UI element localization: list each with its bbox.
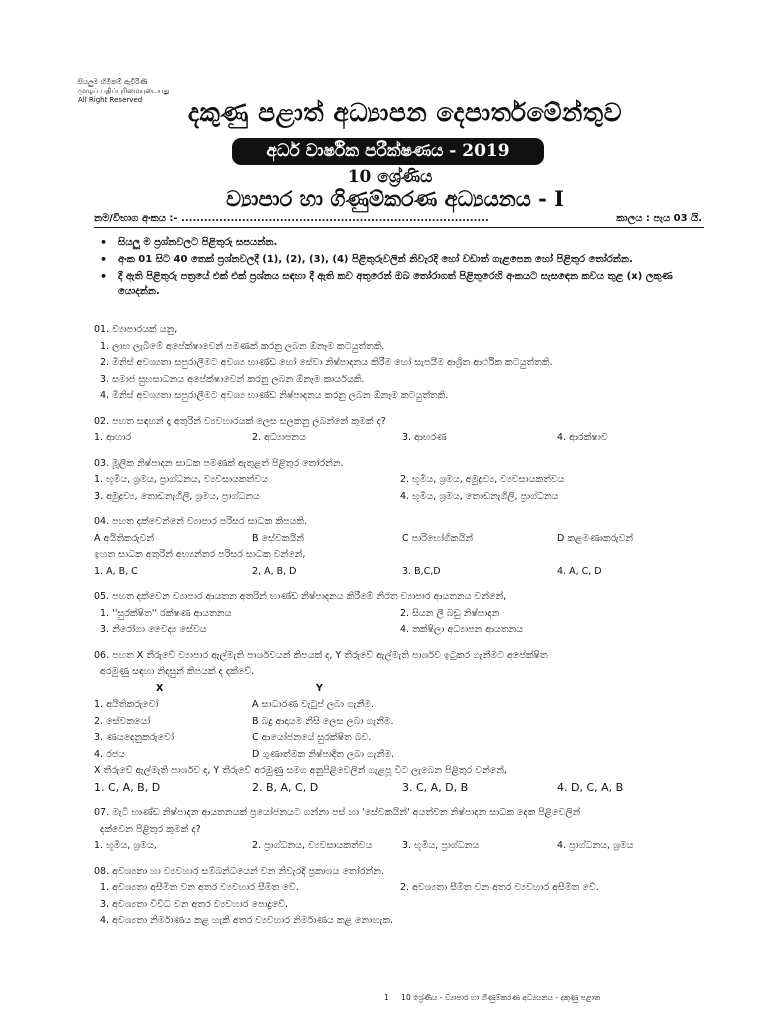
instruction-text: අංක 01 සිට 40 තෙක් ප්‍රශ්නවලදී (1), (2), (3), (4) පිළිතුරුවලින් නිවැරදි හෝ වඩාත් ගැළපෙන හෝ පිළිතුර තෝරන්න. (118, 254, 633, 265)
answer-option: 2. අධ්‍යාපනය (252, 432, 306, 443)
answer-option: 1. ලාභ ලැබීමේ අපේක්ෂාවෙන් පමණක් කරනු ලබන ඕනෑම කටයුත්තකි. (100, 340, 385, 352)
factor-item: A අයිතිකරුවන් (94, 532, 155, 544)
answer-options-row (94, 489, 706, 506)
matching-row (94, 730, 706, 747)
answer-option: 2. මිනිස් අවශ්‍යතා සපුරාලීමට අවශ්‍ය භාණ්ඩ හෝ සේවා නිෂ්පාදනය කිරීම හෝ සැපයීම ආශ්‍රිත ආර්ථික කටයුත්තකි. (100, 357, 553, 368)
answer-option: 4. තක්ෂිලා අධ්‍යාපන ආයතනය (400, 624, 524, 635)
answer-options-row (94, 780, 706, 797)
column-x-header: X (156, 682, 164, 694)
answer-option: 1. ''සුරක්ෂිත'' රක්ෂණ ආයතනය (100, 607, 232, 619)
answer-option: 1. ආහාර (94, 432, 132, 443)
answer-option: 3. භූමිය, ප්‍රාග්ධනය (402, 840, 480, 851)
question-stem: 02. පහත සඳහන් දෑ අතුරින් ව්‍යවහාරයක් ලෙස සලකනු ලබන්නේ කුමක් ද? (94, 415, 386, 427)
answer-option: 1. C, A, B, D (94, 780, 161, 794)
answer-option: 1. අවශ්‍යතා අසීමිත වන අතර ව්‍යවහාර සීමිත වේ. (100, 882, 299, 893)
name-index-field: නම/විභාග අංකය :- ................................................................................. (94, 213, 489, 224)
instruction-item (94, 252, 706, 267)
answer-options-row (94, 880, 706, 897)
question-2 (94, 414, 706, 447)
grade-label: 10 ශ්‍රේණිය (347, 167, 433, 187)
answer-options-row (94, 472, 706, 489)
question-5 (94, 589, 706, 639)
factor-item: C පාරිභෝගිකයින් (402, 532, 474, 544)
question-3 (94, 456, 706, 506)
answer-option: 4. ප්‍රාග්ධනය, ශ්‍රමය (557, 840, 634, 851)
bullet-icon: • (100, 236, 108, 249)
bullet-icon: • (100, 253, 108, 266)
factor-item: B සේවකයින් (252, 532, 304, 544)
copyright-english: All Right Reserved (78, 96, 143, 104)
question-stem: 06. පහත X තීරුවේ ව්‍යාපාර ඇල්මැති පාර්ශවයන් කිපයක් ද, Y තීරුවේ ඇල්මැති පාර්ශව ඉටුකර ගැනීමට අපේක්ෂිත (94, 649, 548, 661)
question-1 (94, 322, 706, 405)
question-list (94, 322, 706, 939)
answer-option: 3. ආභරණ (402, 432, 447, 443)
column-x-item: 3. ණයදෙනුකරුවෝ (94, 732, 175, 743)
question-stem: 03. මූලික නිෂ්පාදන සාධක පමණක් ඇතුළත් පිළිතුර තෝරන්න. (94, 457, 344, 469)
department-title: දකුණු පළාත් අධ්‍යාපන දෙපාර්තමේන්තුව (187, 98, 623, 127)
column-y-item: B බදු ආදායම නිසි ලෙස ලබා ගැනීම. (252, 715, 394, 727)
bullet-icon: • (100, 270, 108, 283)
answer-options-row (94, 606, 706, 623)
answer-option: 2. භූමිය, ශ්‍රමය, අමුද්‍රව්‍ය, ව්‍යවසායකත්වය (400, 474, 565, 485)
question-8 (94, 864, 706, 930)
answer-option: 4. A, C, D (557, 565, 602, 577)
copyright-notice (78, 78, 198, 105)
instructions-list (94, 235, 706, 301)
time-allowed: කාලය : පැය 03 යි. (616, 213, 702, 224)
answer-option: 4. අවශ්‍යතා නිර්මාණය කළ හැකි අතර ව්‍යවහාර නිර්මාණය කළ නොහැක. (100, 915, 394, 926)
answer-option: 1. A, B, C (94, 565, 138, 577)
answer-option: 1. භූමිය, ශ්‍රමය, (94, 840, 157, 851)
column-x-item: 1. අයිතිකරුවෝ (94, 699, 159, 710)
copyright-tamil: முழுப் பதிப்புரிமையுடையது (78, 87, 170, 95)
page-footer (384, 993, 704, 1003)
matching-row (94, 697, 706, 714)
question-stem: 04. පහත දක්වෙන්නේ ව්‍යාපාර පරිසර සාධක කිපයකි. (94, 516, 308, 527)
question-4 (94, 514, 706, 580)
column-x-item: 4. රජය (94, 748, 126, 760)
matching-column-headers (94, 681, 706, 698)
answer-option: 3. අවශ්‍යතා විවිධ වන අතර ව්‍යවහාර පොදුවේ. (100, 898, 289, 910)
page-number: 1 (384, 993, 389, 1002)
question-stem: 07. මැටි භාණ්ඩ නිෂ්පාදන ආයතනයක් ප්‍රයෝජනයට ගන්නා පස් හා 'සේවකයින්' අයත්වන නිෂ්පාදන සාධක දෙක පිළිවෙලින් (94, 807, 581, 818)
answer-option: 2. ප්‍රාග්ධනය, ව්‍යවසායකත්වය (252, 840, 373, 851)
subject-title: ව්‍යාපාර හා ගිණුම්කරණ අධ්‍යයනය - I (226, 186, 564, 211)
copyright-sinhala: සියලුම හිමිකම් ඇවිරිණි (78, 78, 148, 86)
question-stem: 08. අවශ්‍යතා හා ව්‍යවහාර සම්බන්ධයෙන් වන නිවැරදි ප්‍රකාශය තෝරන්න. (94, 865, 384, 877)
instruction-text: සියලු ම ප්‍රශ්නවලට පිළිතුරු සපයන්න. (118, 237, 278, 248)
answer-option: 3. නිරෝගා වෛද්‍ය සේවය (100, 624, 207, 635)
answer-options-row (94, 622, 706, 639)
answer-option: 2, A, B, D (252, 565, 297, 577)
question-stem: 05. පහත දක්වෙන ව්‍යාපාර ආයතන අතරින් භාණ්ඩ නිෂ්පාදනය කිරීමේ නිරත ව්‍යාපාර ආයතනය වන්නේ, (94, 591, 507, 602)
question-stem-continued: දක්වෙන පිළිතුර කුමක් ද? (100, 823, 201, 835)
question-sub-stem: X තීරුවේ ඇල්මැති පාර්ශව ද, Y තීරුවේ අරමුණු සමග අනුපිළිවෙලින් ගැළපූ විට ලැබෙන පිළිතුර වන්නේ, (94, 765, 507, 776)
column-y-item: A සාධාරණ වැටුප් ලබා ගැනීම. (252, 699, 375, 710)
answer-option: 3. B,C,D (402, 565, 441, 577)
question-6 (94, 648, 706, 797)
footer-text: 10 ශ්‍රේණිය - ව්‍යාපාර හා ගිණුම්කරණ අධ්‍යයනය - දකුණු පළාත (401, 993, 601, 1002)
question-stem-continued: අරමුණු සඳහා නිදසුන් කිපයක් ද දක්වේ. (100, 666, 255, 677)
matching-row (94, 747, 706, 764)
answer-option: 1. භූමිය, ශ්‍රමය, ප්‍රාග්ධනය, ව්‍යවසායකත්වය (94, 474, 268, 485)
answer-option: 4. මිනිස් අවශ්‍යතා සපුරාලීමට අවශ්‍ය භාණ්ඩ නිෂ්පාදනය කරනු ලබන ඕනෑම කටයුත්තකි. (100, 390, 449, 401)
instruction-item (94, 235, 706, 250)
matching-row (94, 714, 706, 731)
answer-option: 2. අවශ්‍යතා සීමිත වන අතර ව්‍යවහාර අසීමිත වේ. (400, 882, 599, 893)
factor-item: D කළමණාකරුවන් (557, 532, 634, 544)
answer-options-row (94, 564, 706, 581)
instruction-item (94, 269, 706, 299)
header-divider (94, 227, 704, 228)
question-sub-stem: ඉහත සාධක අතුරින් අභ්‍යන්තර පරිසර සාධක වන්නේ, (94, 549, 306, 560)
answer-option: 3. C, A, D, B (402, 780, 469, 794)
answer-options-row (94, 838, 706, 855)
question-stem: 01. ව්‍යාපාරයක් යනු, (94, 324, 178, 335)
answer-option: 3. අමුද්‍රව්‍ය, තොඩනැගිලි, ශ්‍රමය, ප්‍රාග්ධනය (94, 490, 260, 502)
instruction-text: දී ඇති පිළිතුරු පත්‍රයේ එක් එක් ප්‍රශ්නය සඳහා දී ඇති කව අතුරෙන් ඔබ තෝරාගත් පිළිතුරෙහි අංකයට සැසඳෙන කවය තුළ (x) ලකුණ යොදන්න. (118, 271, 673, 297)
column-y-item: D ගුණාත්මක නිෂ්පාදිත ලබා ගැනීම. (252, 748, 395, 760)
factor-row (94, 531, 706, 548)
column-y-header: Y (316, 682, 323, 694)
question-7 (94, 805, 706, 855)
answer-option: 4. D, C, A, B (557, 780, 624, 794)
answer-option: 2. සියන ලී බඩු නිෂ්පාදන (400, 607, 500, 619)
answer-option: 2. B, A, C, D (252, 780, 319, 794)
exam-title-banner: අර්ධ වාර්ෂික පරීක්ෂණය - 2019 (232, 138, 544, 165)
answer-options-row (94, 430, 706, 447)
answer-option: 4. භූමිය, ශ්‍රමය, තොඩනැගිලි, ප්‍රාග්ධනය (400, 490, 559, 502)
column-y-item: C ආයෝජනයේ සුරක්ෂිත බව. (252, 732, 372, 743)
answer-option: 4. ආරක්ෂාව (557, 432, 608, 443)
column-x-item: 2. සේවකයෝ (94, 715, 151, 727)
answer-option: 3. සමාජ සුභසාධනය අපේක්ෂාවෙන් කරනු ලබන ඕනෑම කාර්යයකි. (100, 373, 365, 385)
